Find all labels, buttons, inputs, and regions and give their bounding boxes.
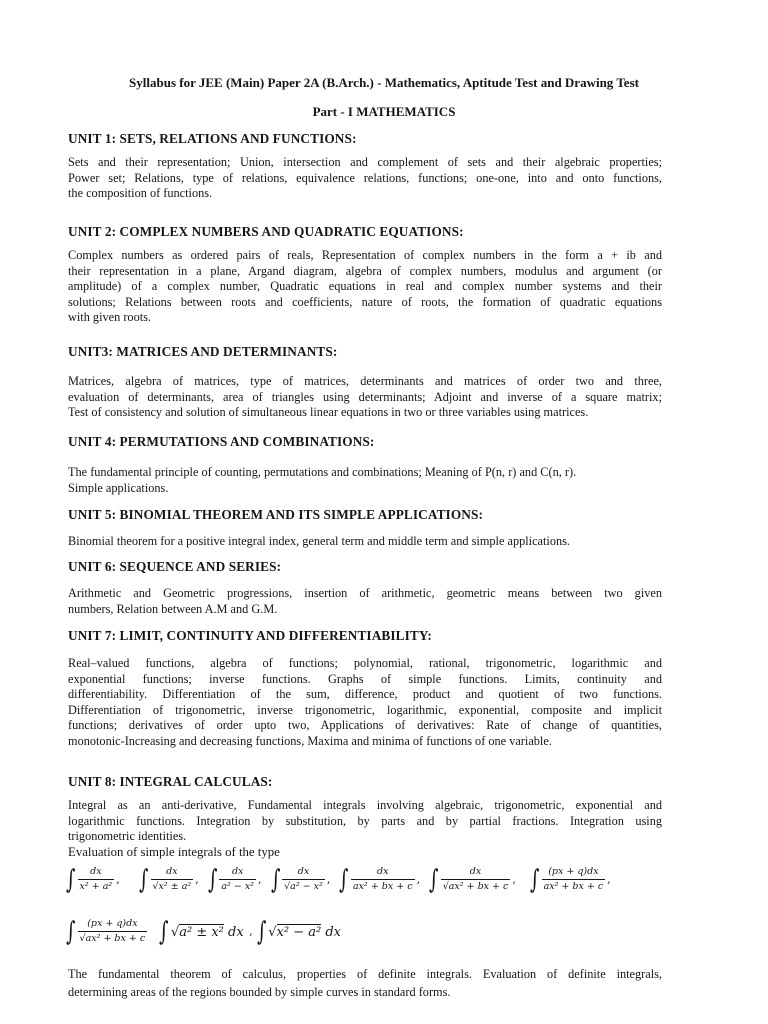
text-line: logarithmic functions. Integration by substitution, by parts and by partial fractions. Integration using bbox=[68, 813, 662, 828]
integral-fraction: $\frac{dx}{\text{a² − x²}}$ bbox=[221, 866, 254, 892]
text-line: The fundamental principle of counting, permutations and combinations; Meaning of P(n, r) and C(n, r). bbox=[68, 465, 577, 479]
integral-fraction: $\frac{dx}{\text{x² + a²}}$ bbox=[79, 866, 113, 892]
unit-6-heading: UNIT 6: SEQUENCE AND SERIES: bbox=[68, 559, 282, 574]
integral-formulas-row-1: ∫ $\frac{dx}{\text{x² + a²}}$ , ∫ $\frac{dx}{\text{√x² ± a²}}$ , ∫ $\frac{dx}{\text{a² − x²}}$ , ∫ $\frac{dx}{\text{√a² − x²}}$ , ∫ $\frac{dx}{\text{ax² + bx + c}}$ , ∫ $\frac{dx}{\text{√ax² + bx + c}}$ , ∫ $\frac{(px + q)dx}{\text{ax² + bx + c}}$ , bbox=[66, 864, 611, 895]
unit-7-body bbox=[68, 656, 662, 750]
unit-3-body bbox=[68, 374, 662, 421]
text-line: Binomial theorem for a positive integral index, general term and middle term and simple applications. bbox=[68, 534, 570, 548]
text-line: Real–valued functions, algebra of functions; polynomial, rational, trigonometric, logarithmic and bbox=[68, 656, 662, 670]
text-line: Complex numbers as ordered pairs of reals, Representation of complex numbers in the form a + ib and bbox=[68, 248, 662, 262]
integral-fraction: $\frac{dx}{\text{√x² ± a²}}$ bbox=[152, 866, 192, 892]
text-line: Simple applications. bbox=[68, 480, 169, 495]
unit-2-body bbox=[68, 248, 662, 326]
text-line: determining areas of the regions bounded by simple curves in standard forms. bbox=[68, 984, 451, 999]
text-line: Integral as an anti-derivative, Fundamental integrals involving algebraic, trigonometric, exponential and bbox=[68, 798, 662, 812]
integral-fraction: $\frac{dx}{\text{√ax² + bx + c}}$ bbox=[442, 866, 509, 892]
closing-paragraph bbox=[68, 966, 662, 1001]
text-line: Test of consistency and solution of simultaneous linear equations in two or three variables using matrices. bbox=[68, 405, 589, 420]
integral-sign: ∫ bbox=[256, 916, 267, 947]
document-title: Syllabus for JEE (Main) Paper 2A (B.Arch.) - Mathematics, Aptitude Test and Drawing Test bbox=[129, 75, 639, 90]
unit-6-body bbox=[68, 586, 662, 617]
text-line: Differentiation of trigonometric, inverse trigonometric, logarithmic, exponential, composite and implicit bbox=[68, 702, 662, 717]
integral-sign: ∫ bbox=[339, 864, 349, 895]
unit-7-heading: UNIT 7: LIMIT, CONTINUITY AND DIFFERENTIABILITY: bbox=[68, 628, 432, 643]
integral-formulas-row-2: ∫ $\frac{(px + q)dx}{\text{√ax² + bx + c}}$ ∫ √a² ± x² dx , ∫ √x² − a² dx bbox=[66, 916, 341, 947]
part-heading: Part - I MATHEMATICS bbox=[312, 104, 456, 119]
text-line: their representation in a plane, Argand diagram, algebra of complex numbers, modulus and argument (or bbox=[68, 263, 662, 278]
text-line: Arithmetic and Geometric progressions, insertion of arithmetic, geometric means between two given bbox=[68, 586, 662, 600]
text-line: Matrices, algebra of matrices, type of matrices, determinants and matrices of order two and three, bbox=[68, 374, 662, 388]
text-line: The fundamental theorem of calculus, properties of definite integrals. Evaluation of definite integrals, bbox=[68, 967, 662, 981]
integral-sign: ∫ bbox=[66, 864, 76, 895]
unit-5-heading: UNIT 5: BINOMIAL THEOREM AND ITS SIMPLE APPLICATIONS: bbox=[68, 507, 483, 522]
integral-fraction: $\frac{dx}{\text{√a² − x²}}$ bbox=[284, 866, 323, 892]
unit-3-heading: UNIT3: MATRICES AND DETERMINANTS: bbox=[68, 344, 338, 359]
integral-fraction: $\frac{dx}{\text{ax² + bx + c}}$ bbox=[352, 866, 413, 892]
integral-fraction: $\frac{(px + q)dx}{\text{√ax² + bx + c}}$ bbox=[79, 918, 146, 944]
unit-1-body bbox=[68, 155, 662, 202]
integral-sign: ∫ bbox=[66, 916, 76, 947]
text-line: monotonic-Increasing and decreasing functions, Maxima and minima of functions of one variable. bbox=[68, 733, 552, 748]
text-line: Sets and their representation; Union, intersection and complement of sets and their algebraic properties; bbox=[68, 155, 662, 169]
integral-sign: ∫ bbox=[207, 864, 218, 895]
text-line: numbers, Relation between A.M and G.M. bbox=[68, 601, 278, 616]
text-line: Power set; Relations, type of relations, equivalence relations, functions; one-one, into and onto functions, bbox=[68, 170, 662, 185]
unit-8-body bbox=[68, 798, 662, 860]
integral-sign: ∫ bbox=[429, 864, 439, 895]
text-line: functions; derivatives of order upto two, Applications of derivatives: Rate of change of quantities, bbox=[68, 718, 662, 733]
radical-expression: a² ± x² bbox=[179, 924, 224, 940]
text-line: evaluation of determinants, area of triangles using determinants; Adjoint and inverse of a square matrix; bbox=[68, 389, 662, 404]
text-line: the composition of functions. bbox=[68, 186, 213, 201]
text-line: trigonometric identities. bbox=[68, 829, 187, 844]
text-line: Evaluation of simple integrals of the type bbox=[68, 844, 280, 859]
integral-sign: ∫ bbox=[270, 864, 281, 895]
unit-4-body bbox=[68, 465, 662, 496]
unit-1-heading: UNIT 1: SETS, RELATIONS AND FUNCTIONS: bbox=[68, 131, 357, 146]
text-line: amplitude) of a complex number, Quadratic equations in real and complex number systems and their bbox=[68, 279, 662, 294]
text-line: with given roots. bbox=[68, 310, 151, 325]
integral-fraction: $\frac{(px + q)dx}{\text{ax² + bx + c}}$ bbox=[543, 866, 604, 892]
unit-2-heading: UNIT 2: COMPLEX NUMBERS AND QUADRATIC EQUATIONS: bbox=[68, 224, 464, 239]
integral-sign: ∫ bbox=[159, 916, 169, 947]
radical-expression: x² − a² bbox=[276, 924, 322, 940]
text-line: exponential functions; inverse functions. Graphs of simple functions. Limits, continuity and bbox=[68, 671, 662, 686]
text-line: solutions; Relations between roots and coefficients, nature of roots, the formation of quadratic equations bbox=[68, 294, 662, 309]
unit-8-heading: UNIT 8: INTEGRAL CALCULAS: bbox=[68, 774, 273, 789]
integral-sign: ∫ bbox=[530, 864, 540, 895]
unit-4-heading: UNIT 4: PERMUTATIONS AND COMBINATIONS: bbox=[68, 434, 375, 449]
integral-sign: ∫ bbox=[138, 864, 149, 895]
unit-5-body bbox=[68, 534, 662, 550]
text-line: differentiability. Differentiation of the sum, difference, product and quotient of two functions. bbox=[68, 687, 662, 702]
